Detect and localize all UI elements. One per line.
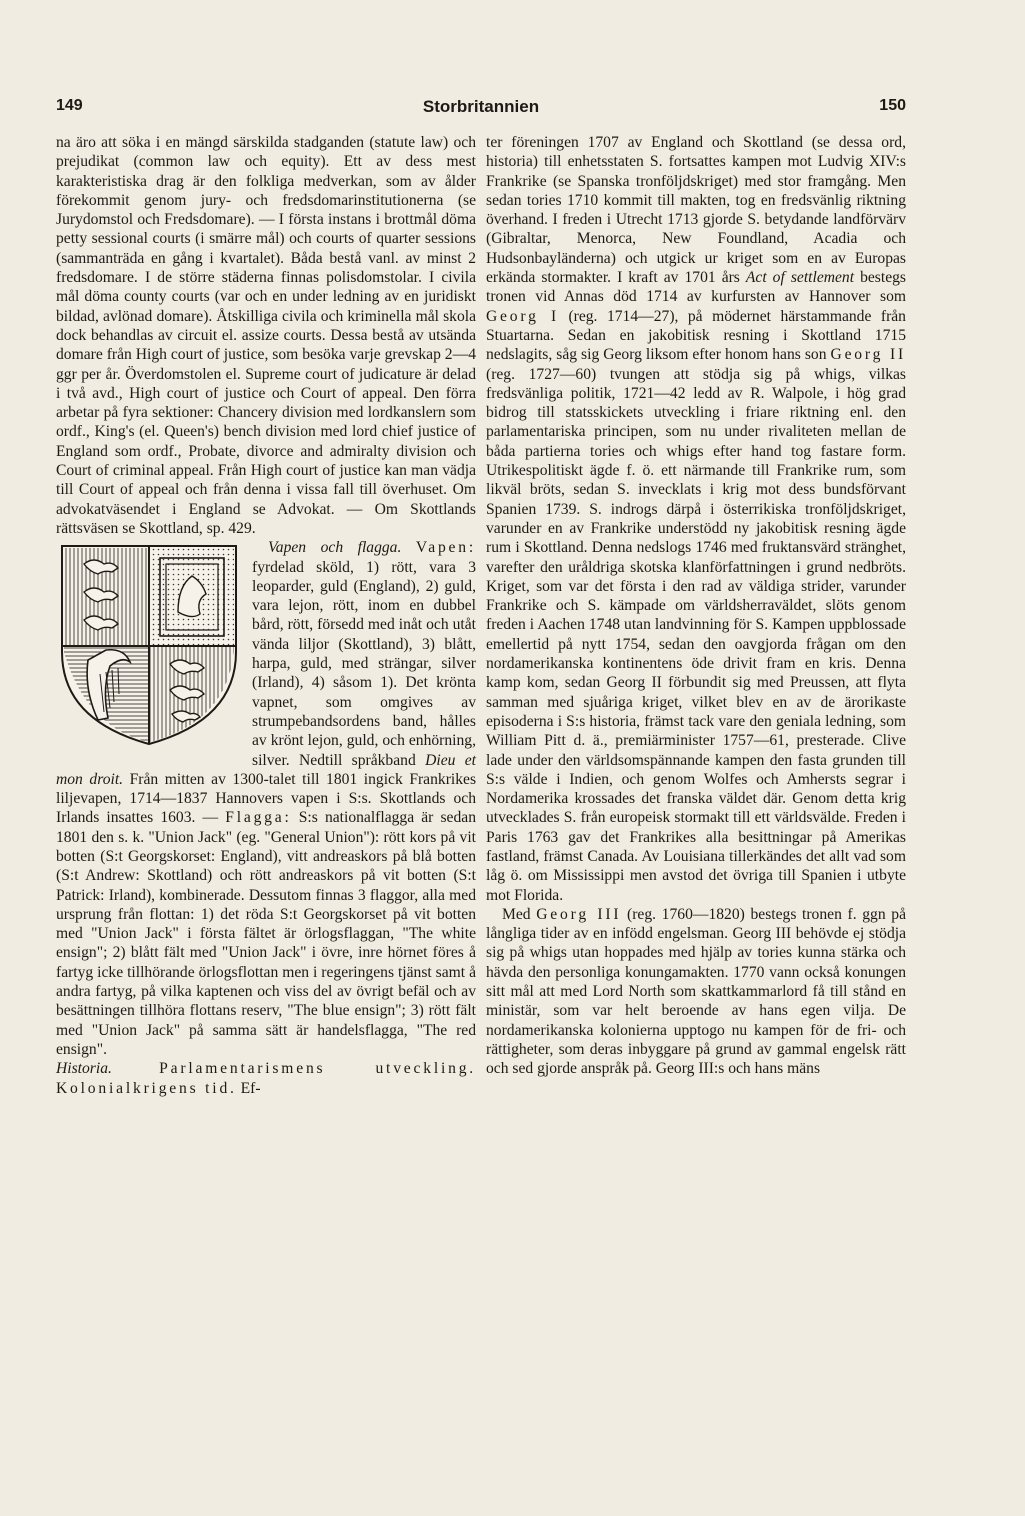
term-flagga: Flagga: bbox=[225, 809, 292, 827]
name-georg-1: Georg I bbox=[486, 307, 559, 325]
term-vapen: Vapen: bbox=[415, 539, 477, 557]
left-column bbox=[56, 133, 476, 1098]
history-text-6: (reg. 1760—1820) bestegs tronen f. ggn på långliga tider av en infödd engelsman. Georg III behövde ej stödja sig på whigs utan hoppades med hjälp av tories kunna stärka och hävda den personliga konungamakten. 1770 vann också konungen sitt mål att med Lord North som skattkammarlord få till stånd en ministär, som var helt beroende av hans egen vilja. De nordamerikanska kolonierna upptogo nu kampen för de fri- och rättigheter, som deras inbyggare på grund av gammal engelsk rätt och sed gjorde anspråk på. Georg III:s och hans mäns bbox=[486, 905, 907, 1078]
page-number-left: 149 bbox=[56, 97, 83, 114]
history-text-2: bestegs tronen vid Annas död 1714 av kurfursten av Hannover som bbox=[486, 269, 906, 306]
paragraph-legal-system: na äro att söka i en mängd särskilda stadganden (statute law) och prejudikat (common law och equity). Ett av dess mest karakteristiska drag är den folkliga medverkan, som av ålder förekommit genom jury- och fredsdomarinstitutionerna (se Jurydomstol och Fredsdomare). — I första instans i brottmål döma petty sessional courts (i smärre mål) och courts of quarter sessions (sammanträda en gång i kvartalet). Båda bestå vanl. av minst 2 fredsdomare. I de större städerna finnas polisdomstolar. I civila mål döma county courts (var och en under ledning av en juridiskt bildad, avlönad domare). Åtskilliga civila och kriminella mål skola dock behandlas av circuit el. assize courts. Dessa bestå av utsända domare från High court of justice, som besöka varje grevskap 2—4 ggr per år. Överdomstolen el. Supreme court of judicature är delad i två avd., High court of justice och Court of appeal. Den förra arbetar på fyra sektioner: Chancery division med lordkanslern som ordf., King's (el. Queen's) bench division med lord chief justice of England som ordf., Probate, divorce and admiralty division och Court of criminal appeal. Från High court of justice kan man vädja till Court of appeal och från denna i vissa fall till överhuset. Om advokatväsendet i England se Advokat. — Om Skottlands rättsväsen se Skottland, sp. 429. bbox=[56, 134, 476, 537]
history-text-3: (reg. 1714—27), på mödernet härstammande från Stuartarna. Sedan en jakobitisk resning i Skottland 1715 nedslagits, såg sig Georg liksom efter honom hans son bbox=[486, 307, 906, 364]
hyphen-tail: Ef- bbox=[240, 1079, 261, 1097]
section-heading-history: Historia. bbox=[56, 1060, 112, 1078]
paragraph-arms-and-flag bbox=[56, 538, 476, 1059]
flag-description: S:s nationalflagga är sedan 1801 den s. k. "Union Jack" (eg. "General Union"): rött kors på vit botten (S:t Georgskorset: England), vitt andreaskors på blå botten (S:t Andrew: Skottland) och rött andreaskors på vit botten (S:t Patrick: Irland), kombinerade. Dessutom finnas 3 flaggor, alla med ursprung från flottan: 1) det röda S:t Georgskorset på vit botten med "Union Jack" i första fältet är örlogsflaggan, "The white ensign"; 2) blått fält med "Union Jack" i övre, inre hörnet föres å fartyg icke tillhörande örlogsflottan men i regeringens tjänst samt å andra fartyg, på vilka kaptenen och viss del av övrigt befäl och av besättningen tillhöra flottans reserv, "The blue ensign"; 3) rött fält med "Union Jack" på samma sätt är handelsflagga, "The red ensign". bbox=[56, 809, 476, 1058]
page-number-right: 150 bbox=[879, 97, 906, 114]
page-title: Storbritannien bbox=[422, 97, 540, 116]
name-georg-3: Georg III bbox=[536, 905, 622, 923]
subheading-colonial-wars: Kolonialkrigens tid. bbox=[56, 1079, 237, 1097]
arms-description: fyrdelad sköld, 1) rött, vara 3 leoparder, guld (England), 2) guld, vara lejon, rött, inom en dubbel bård, rött, försedd med inåt och utåt vända liljor (Skottland), 3) blått, harpa, guld, med strängar, silver (Irland), 4) såsom 1). Det krönta vapnet, som omgives av strumpebandsordens band, hålles av krönt lejon, guld, och enhörning, silver. Nedtill språkband bbox=[252, 558, 476, 769]
subheading-parliamentarism: Parlamentarismens utveckling. bbox=[159, 1060, 476, 1078]
paragraph-history-start bbox=[56, 1059, 476, 1098]
history-text-5: Med bbox=[502, 905, 531, 923]
right-column bbox=[486, 133, 906, 1079]
motto: Dieu et mon droit. bbox=[56, 751, 476, 788]
arms-history: Från mitten av 1300-talet till 1801 ingick Frankrikes liljevapen, 1714—1837 Hannovers vapen i S:s. Skottlands och Irlands insattes 1603. — bbox=[56, 770, 477, 827]
paragraph-history-18th-century bbox=[486, 133, 906, 905]
shield-icon bbox=[56, 542, 242, 748]
paragraph-georg-3 bbox=[486, 905, 906, 1079]
name-georg-2: Georg II bbox=[830, 346, 906, 364]
section-heading-arms: Vapen och flagga. bbox=[268, 539, 402, 557]
history-text-4: (reg. 1727—60) tvungen att stödja sig på whigs, vilkas fredsvänliga politik, 1721—42 ledd av R. Walpole, i hög grad bidrog till statsskickets utveckling i friare riktning enl. den parlamentariska principen, som nu under rivaliteten mellan de båda partierna tories och whigs efter hand tog fastare form. Utrikespolitiskt ägde f. ö. ett närmande till Frankrike rum, som likväl bröts, sedan S. invecklats i krig mot dess bundsförvant Spanien 1739. S. indrogs därpå i österrikiska tronföljdskriget, varunder en av Frankrike understödd ny jakobitisk resning ägde rum i Skottland. Denna nedslogs 1746 med fruktansvärd stränghet, varefter den uråldriga skotska klanförfattningen i grund nedbröts. Kriget, som var det första i den rad av väldiga strider, varunder Frankrike och S. kämpade om världsherraväldet, slöts genom freden i Aachen 1748 utan landvinning för S. Kampen uppblossade emellertid på nytt 1754, sedan den oavgjorda frågan om den nordamerikanska kontinentens öde drivit fram en kris. Denna kamp kom, sedan Georg II förbundit sig med Preussen, att flyta samman med sjuåriga kriget, vilket blev en av de ärorikaste episoderna i S:s historia, främst tack vare den geniala ledning, som William Pitt d. ä., premiärminister 1757—61, presterade. Clive lade under den världsomspännande kampen den fasta grunden till S:s välde i Indien, och genom Wolfes och Amhersts segrar i Nordamerika krossades det franska väldet där. Genom detta krig utvecklades S. från europeisk stormakt till ett världsvälde. Freden i Paris 1763 gav det Frankrikes alla besittningar på Amerikas fastland, främst Canada. Av Louisiana tillerkändes det allt vad som låg ö. om Mississippi men avstod det övriga till Spanien i utbyte mot Florida. bbox=[486, 365, 906, 904]
act-of-settlement: Act of settlement bbox=[745, 269, 855, 287]
page-header bbox=[56, 97, 906, 123]
coat-of-arms-figure bbox=[56, 542, 242, 752]
history-text-1: ter föreningen 1707 av England och Skottland (se dessa ord, historia) till enhetsstaten S. fortsattes kampen mot Ludvig XIV:s Frankrike (se Spanska tronföljdskriget) med stor framgång. Men sedan tories 1710 kommit till makten, tog en fredsvänlig riktning överhand. I freden i Utrecht 1713 gjorde S. betydande landförvärv (Gibraltar, Menorca, New Foundland, Acadia och Hudsonbayländerna) och utgick ur kriget som en av Europas erkända stormakter. I kraft av 1701 års bbox=[486, 134, 906, 287]
